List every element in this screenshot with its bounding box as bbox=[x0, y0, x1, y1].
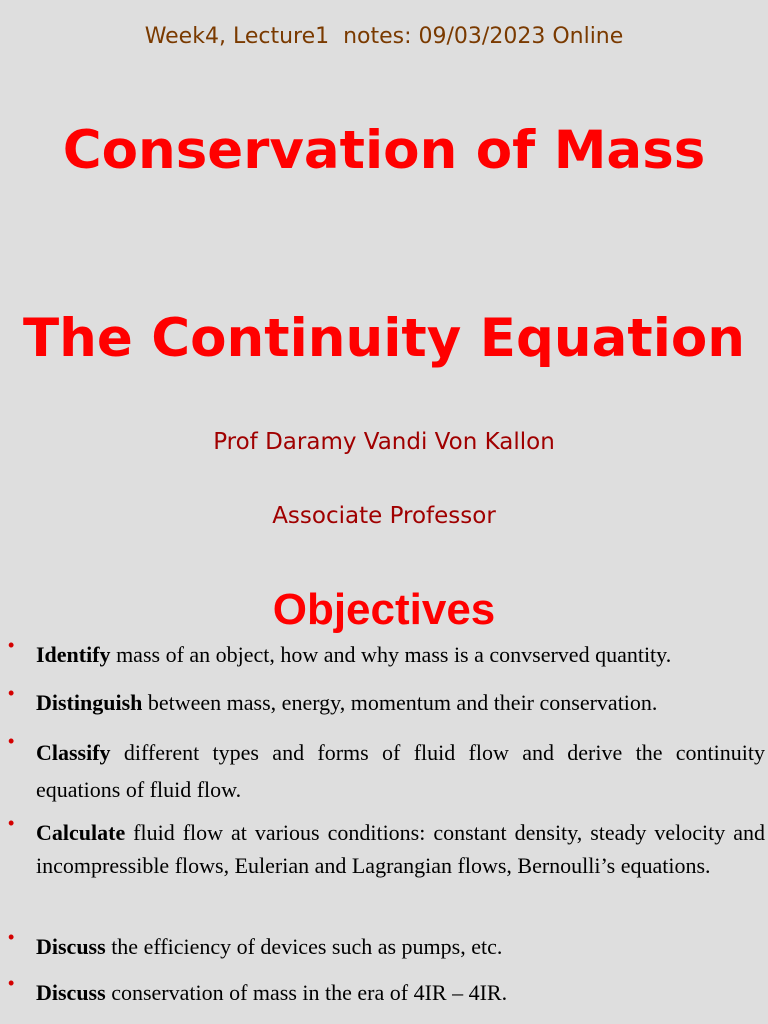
bullet-icon: • bbox=[8, 973, 15, 993]
objective-description: fluid flow at various conditions: constant density, steady velocity and incompressible flows, Eulerian and Lagrangian flows, Bernoulli’s equations. bbox=[36, 820, 765, 878]
bullet-icon: • bbox=[8, 927, 15, 947]
objective-text bbox=[36, 686, 765, 719]
objective-text bbox=[36, 734, 765, 808]
objective-description: different types and forms of fluid flow and derive the continuity equations of fluid flow. bbox=[36, 740, 765, 802]
author-name: Prof Daramy Vandi Von Kallon bbox=[213, 429, 555, 455]
objective-verb: Discuss bbox=[36, 934, 106, 959]
objectives-heading: Objectives bbox=[272, 585, 496, 634]
objective-text bbox=[36, 930, 765, 963]
objective-description: conservation of mass in the era of 4IR – 4IR. bbox=[105, 980, 508, 1005]
bullet-icon: • bbox=[8, 635, 15, 655]
bullet-icon: • bbox=[8, 813, 15, 833]
objective-description: between mass, energy, momentum and their conservation. bbox=[142, 690, 658, 715]
objective-verb: Classify bbox=[36, 740, 111, 765]
bullet-icon: • bbox=[8, 683, 15, 703]
author-position: Associate Professor bbox=[272, 503, 496, 529]
objective-verb: Identify bbox=[36, 642, 111, 667]
objective-text bbox=[36, 638, 765, 671]
objective-description: mass of an object, how and why mass is a convserved quantity. bbox=[110, 642, 672, 667]
objective-text bbox=[36, 816, 765, 882]
objective-verb: Distinguish bbox=[36, 690, 143, 715]
objective-text bbox=[36, 976, 765, 1009]
page-subtitle: The Continuity Equation bbox=[22, 308, 746, 369]
objective-verb: Discuss bbox=[36, 980, 106, 1005]
lecture-info-line: Week4, Lecture1 notes: 09/03/2023 Online bbox=[144, 24, 624, 49]
bullet-icon: • bbox=[8, 731, 15, 751]
page-title: Conservation of Mass bbox=[62, 120, 706, 181]
objective-description: the efficiency of devices such as pumps, etc. bbox=[105, 934, 503, 959]
objective-verb: Calculate bbox=[36, 820, 126, 845]
